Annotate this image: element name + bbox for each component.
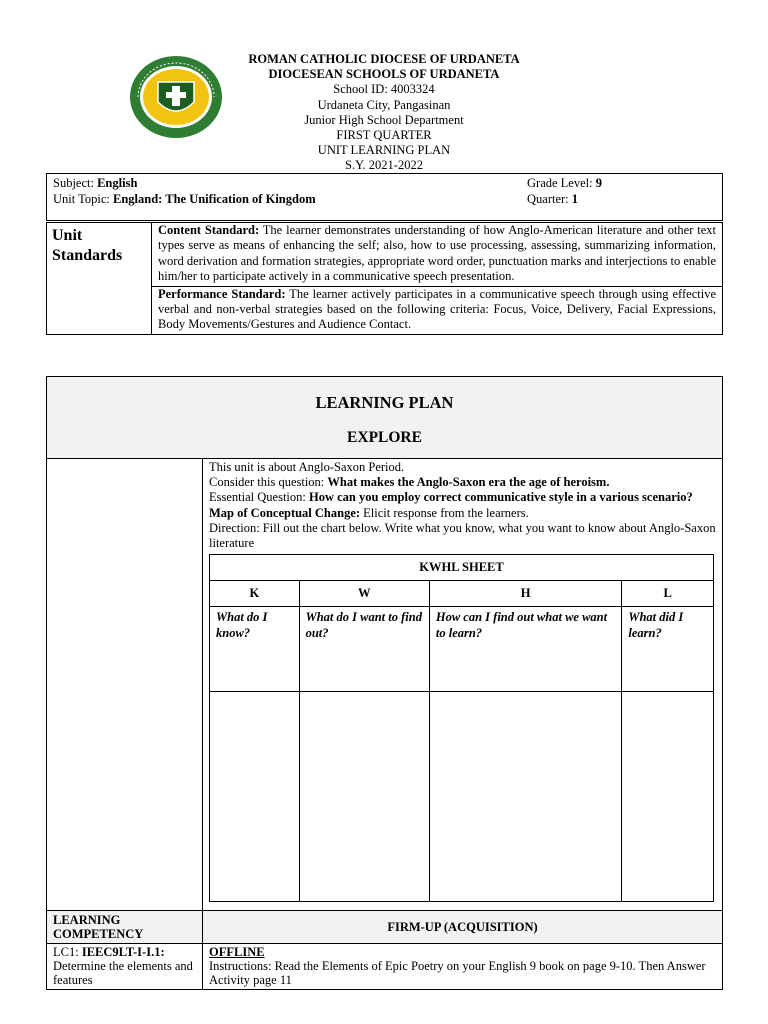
offline-label: OFFLINE bbox=[209, 945, 265, 960]
firm-up-heading: FIRM-UP (ACQUISITION) bbox=[203, 911, 723, 944]
kwhl-col-w: W bbox=[299, 581, 429, 607]
learning-competency-heading: LEARNING COMPETENCY bbox=[47, 911, 203, 944]
performance-standard-text: The learner actively participates in a communicative speech through using effective verbal and non-verbal strategies based on the following criteria: Focus, Voice, Delivery, Facial Expressions, Body Movements/Gestures and Audience Contact. bbox=[158, 286, 716, 332]
kwhl-title: KWHL SHEET bbox=[210, 555, 714, 581]
kwhl-col-h: H bbox=[429, 581, 621, 607]
city: Urdaneta City, Pangasinan bbox=[317, 97, 451, 112]
department: Junior High School Department bbox=[304, 112, 464, 127]
performance-standard-label: Performance Standard: bbox=[158, 286, 286, 301]
kwhl-answer-h[interactable] bbox=[429, 692, 621, 902]
kwhl-question-h: How can I find out what we want to learn? bbox=[429, 607, 621, 692]
kwhl-answer-k[interactable] bbox=[210, 692, 300, 902]
essential-label: Essential Question: bbox=[209, 490, 309, 505]
quarter-label: Quarter: bbox=[527, 192, 572, 206]
performance-standard bbox=[152, 286, 723, 334]
explore-left-cell bbox=[47, 459, 203, 911]
subject-info-box bbox=[46, 173, 723, 221]
lc-code: IEEC9LT-I-I.1: bbox=[81, 945, 165, 960]
school-year: S.Y. 2021-2022 bbox=[345, 158, 423, 173]
kwhl-col-l: L bbox=[622, 581, 714, 607]
content-standard-label: Content Standard: bbox=[158, 223, 260, 237]
explore-heading: EXPLORE bbox=[347, 429, 422, 446]
learning-plan-table bbox=[46, 376, 723, 990]
kwhl-sheet bbox=[209, 554, 714, 902]
school-id: School ID: 4003324 bbox=[333, 82, 435, 97]
topic-label: Unit Topic: bbox=[53, 192, 114, 206]
document-header bbox=[0, 52, 768, 174]
quarter-title: FIRST QUARTER bbox=[336, 128, 432, 143]
learning-plan-title-cell bbox=[47, 377, 723, 459]
grade-value: 9 bbox=[595, 176, 602, 190]
learning-plan-title: LEARNING PLAN bbox=[315, 393, 454, 412]
map-label: Map of Conceptual Change: bbox=[209, 505, 361, 520]
instructions: Instructions: Read the Elements of Epic Poetry on your English 9 book on page 9-10. Then Answer Activity page 11 bbox=[209, 959, 706, 988]
kwhl-answer-l[interactable] bbox=[622, 692, 714, 902]
unit-standards-label: Unit Standards bbox=[47, 223, 152, 335]
plan-type: UNIT LEARNING PLAN bbox=[317, 143, 451, 158]
org-name: ROMAN CATHOLIC DIOCESE OF URDANETA bbox=[248, 52, 520, 66]
kwhl-question-l: What did I learn? bbox=[622, 607, 714, 692]
consider-question: What makes the Anglo-Saxon era the age of heroism. bbox=[327, 475, 610, 490]
topic-value: England: The Unification of Kingdom bbox=[113, 192, 316, 206]
subject-value: English bbox=[97, 176, 138, 190]
kwhl-col-k: K bbox=[210, 581, 300, 607]
unit-about: This unit is about Anglo-Saxon Period. bbox=[209, 460, 405, 474]
content-standard-text: The learner demonstrates understanding of how Anglo-American literature and other text types serve as means of enhancing the self; also, how to use processing, assessing, summarizing information, word derivation and formation strategies, appropriate word order, punctuation marks and interjections to enable him/her to participate actively in a communicative speech presentation. bbox=[158, 223, 717, 284]
content-standard bbox=[152, 223, 723, 287]
kwhl-question-w: What do I want to find out? bbox=[299, 607, 429, 692]
subject-label: Subject: bbox=[53, 176, 98, 190]
explore-content bbox=[203, 459, 723, 911]
firm-up-content bbox=[203, 944, 723, 990]
schools-name: DIOCESEAN SCHOOLS OF URDANETA bbox=[268, 67, 500, 82]
unit-standards-table bbox=[46, 222, 723, 335]
lc-text: Determine the elements and features bbox=[53, 959, 193, 988]
kwhl-question-k: What do I know? bbox=[210, 607, 300, 692]
consider-label: Consider this question: bbox=[209, 475, 328, 490]
grade-label: Grade Level: bbox=[527, 176, 596, 190]
quarter-value: 1 bbox=[571, 192, 579, 206]
competency-cell bbox=[47, 944, 203, 990]
lc-prefix: LC1: bbox=[53, 945, 82, 960]
essential-question: How can you employ correct communicative style in a various scenario? bbox=[309, 490, 693, 505]
direction: Direction: Fill out the chart below. Write what you know, what you want to know about Anglo-Saxon literature bbox=[209, 520, 716, 551]
map-text: Elicit response from the learners. bbox=[360, 505, 529, 520]
kwhl-answer-w[interactable] bbox=[299, 692, 429, 902]
